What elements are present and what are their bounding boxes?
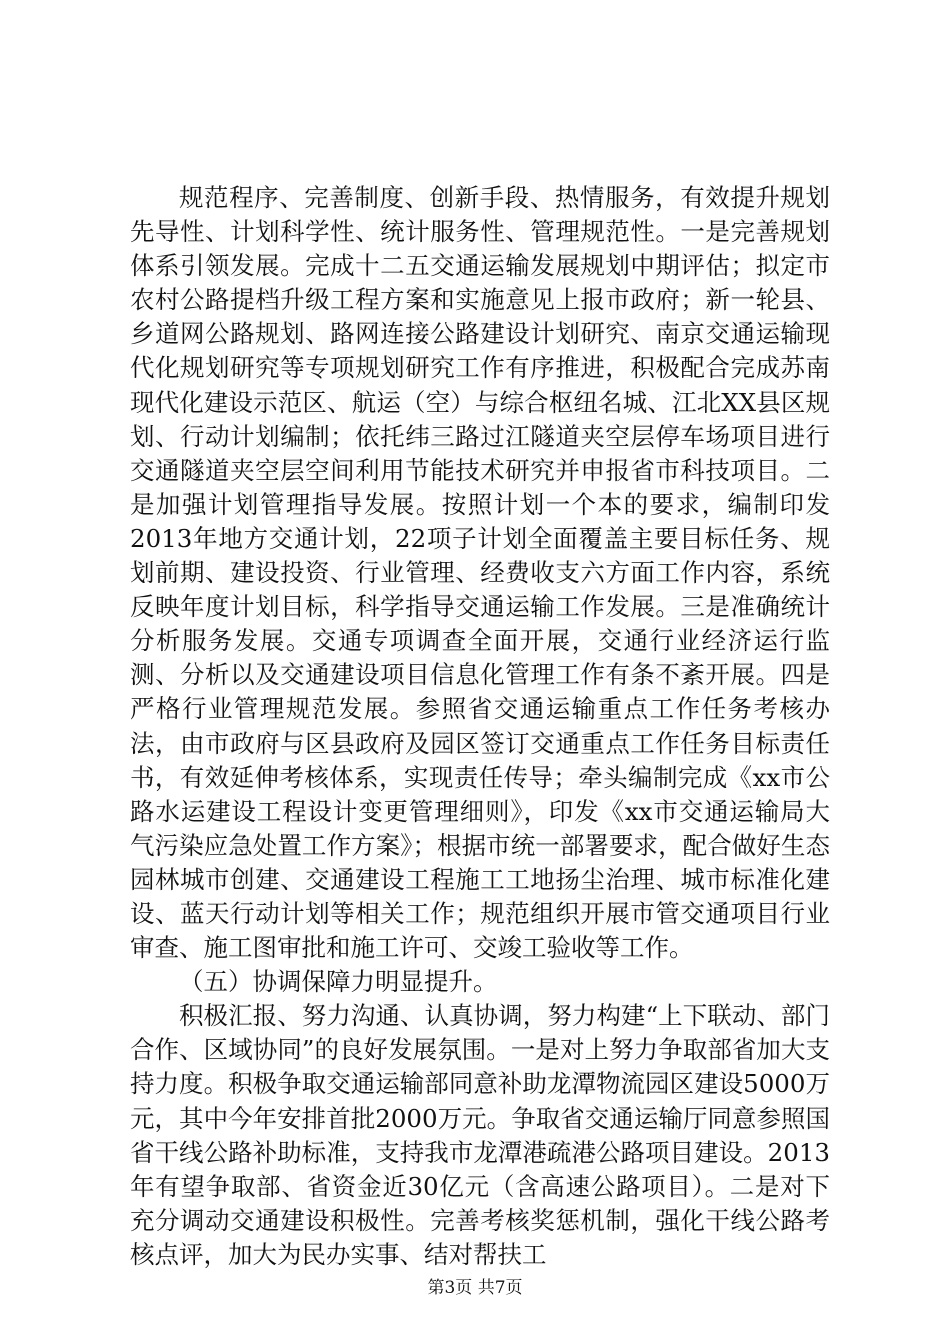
body-paragraph: 规范程序、完善制度、创新手段、热情服务，有效提升规划先导性、计划科学性、统计服务性、管理规范性。一是完善规划体系引领发展。完成十二五交通运输发展规划中期评估；拟定市农村公路提档升级工程方案和实施意见上报市政府；新一轮县、乡道网公路规划、路网连接公路建设计划研究、南京交通运输现代化规划研究等专项规划研究工作有序推进，积极配合完成苏南现代化建设示范区、航运（空）与综合枢纽名城、江北XX县区规划、行动计划编制；依托纬三路过江隧道夹空层停车场项目进行交通隧道夹空层空间利用节能技术研究并申报省市科技项目。二是加强计划管理指导发展。按照计划一个本的要求，编制印发2013年地方交通计划，22项子计划全面覆盖主要目标任务、规划前期、建设投资、行业管理、经费收支六方面工作内容，系统反映年度计划目标，科学指导交通运输工作发展。三是准确统计分析服务发展。交通专项调查全面开展，交通行业经济运行监测、分析以及交通建设项目信息化管理工作有条不紊开展。四是严格行业管理规范发展。参照省交通运输重点工作任务考核办法，由市政府与区县政府及园区签订交通重点工作任务目标责任书，有效延伸考核体系，实现责任传导；牵头编制完成《xx市公路水运建设工程设计变更管理细则》，印发《xx市交通运输局大气污染应急处置工作方案》；根据市统一部署要求，配合做好生态园林城市创建、交通建设工程施工工地扬尘治理、城市标准化建设、蓝天行动计划等相关工作；规范组织开展市管交通项目行业审查、施工图审批和施工许可、交竣工验收等工作。 xyxy=(130,183,830,963)
section-heading: （五）协调保障力明显提升。 xyxy=(179,967,498,997)
body-paragraph: 积极汇报、努力沟通、认真协调，努力构建“上下联动、部门合作、区域协同”的良好发展氛围。一是对上努力争取部省加大支持力度。积极争取交通运输部同意补助龙潭物流园区建设5000万元，其中今年安排首批2000万元。争取省交通运输厅同意参照国省干线公路补助标准，支持我市龙潭港疏港公路项目建设。2013年有望争取部、省资金近30亿元（含高速公路项目）。二是对下充分调动交通建设积极性。完善考核奖惩机制，强化干线公路考核点评，加大为民办实事、结对帮扶工 xyxy=(130,1001,830,1269)
page-footer: 第3页 共7页 xyxy=(427,1278,523,1298)
document-body xyxy=(130,181,830,1272)
